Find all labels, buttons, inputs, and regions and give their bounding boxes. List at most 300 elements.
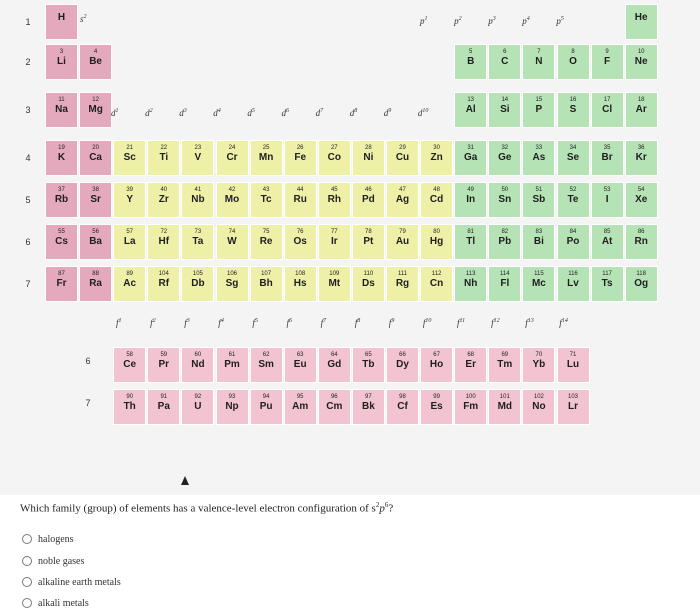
sublevel-label: $f^4$ bbox=[218, 318, 224, 328]
element-symbol: Fe bbox=[294, 152, 307, 163]
atomic-number: 97 bbox=[365, 394, 372, 400]
element-symbol: Ti bbox=[159, 152, 169, 163]
element-ti bbox=[147, 140, 180, 176]
atomic-number: 6 bbox=[503, 49, 507, 55]
element-symbol: Pd bbox=[362, 194, 375, 205]
element-symbol: Br bbox=[601, 152, 613, 163]
atomic-number: 49 bbox=[467, 187, 475, 193]
atomic-number: 82 bbox=[501, 229, 509, 235]
option-alkaline-earth-metals[interactable] bbox=[22, 575, 121, 589]
element-symbol: Ra bbox=[89, 278, 102, 289]
sublevel-label: $d^2$ bbox=[145, 108, 153, 118]
atomic-number: 30 bbox=[433, 145, 440, 151]
atomic-number: 68 bbox=[467, 352, 475, 358]
atomic-number: 66 bbox=[399, 352, 406, 358]
option-label: noble gases bbox=[38, 555, 85, 567]
element-symbol: H bbox=[57, 12, 66, 23]
atomic-number: 87 bbox=[58, 271, 65, 277]
element-rh bbox=[318, 182, 351, 218]
element-symbol: Mo bbox=[224, 194, 240, 205]
element-pr bbox=[147, 347, 180, 383]
element-symbol: Rn bbox=[634, 236, 648, 247]
element-ac bbox=[113, 266, 146, 302]
option-alkali-metals[interactable] bbox=[22, 596, 89, 610]
atomic-number: 65 bbox=[365, 352, 372, 358]
element-ag bbox=[386, 182, 419, 218]
element-ba bbox=[79, 224, 112, 260]
element-symbol: Tm bbox=[497, 359, 513, 370]
sublevel-label: $d^5$ bbox=[247, 108, 255, 118]
element-ir bbox=[318, 224, 351, 260]
atomic-number: 53 bbox=[603, 187, 611, 193]
element-symbol: Gd bbox=[327, 359, 342, 370]
element-hs bbox=[284, 266, 317, 302]
sublevel-label: $f^{11}$ bbox=[457, 318, 466, 328]
element-symbol: Te bbox=[567, 194, 579, 205]
sublevel-label: $f^1$ bbox=[116, 318, 122, 328]
element-symbol: Sn bbox=[498, 194, 512, 205]
element-symbol: Al bbox=[465, 104, 476, 115]
element-mn bbox=[250, 140, 283, 176]
sublevel-label: $s^2$ bbox=[80, 14, 87, 24]
element-rb bbox=[45, 182, 78, 218]
element-h bbox=[45, 4, 78, 40]
element-symbol: Db bbox=[191, 278, 205, 289]
element-symbol: Ho bbox=[429, 359, 444, 370]
atomic-number: 104 bbox=[158, 271, 169, 277]
atomic-number: 46 bbox=[365, 187, 372, 193]
element-si bbox=[488, 92, 521, 128]
sublevel-label: $d^3$ bbox=[179, 108, 187, 118]
atomic-number: 34 bbox=[569, 145, 577, 151]
atomic-number: 93 bbox=[228, 394, 236, 400]
atomic-number: 28 bbox=[365, 145, 372, 151]
element-symbol: Re bbox=[259, 236, 273, 247]
element-at bbox=[591, 224, 624, 260]
element-symbol: Ar bbox=[635, 104, 647, 115]
atomic-number: 62 bbox=[262, 352, 270, 358]
element-symbol: Co bbox=[327, 152, 341, 163]
element-symbol: No bbox=[532, 401, 546, 412]
element-cd bbox=[420, 182, 453, 218]
sublevel-label: $p^3$ bbox=[488, 16, 496, 26]
element-symbol: Fm bbox=[463, 401, 479, 412]
element-symbol: Es bbox=[430, 401, 443, 412]
element-symbol: La bbox=[123, 236, 136, 247]
atomic-number: 27 bbox=[330, 145, 338, 151]
element-symbol: Mc bbox=[531, 278, 546, 289]
element-nb bbox=[181, 182, 214, 218]
element-symbol: Zn bbox=[430, 152, 443, 163]
element-pu bbox=[250, 389, 283, 425]
sublevel-label: $f^6$ bbox=[286, 318, 293, 328]
atomic-number: 118 bbox=[636, 271, 646, 277]
element-p bbox=[522, 92, 555, 128]
atomic-number: 101 bbox=[499, 394, 510, 400]
atomic-number: 44 bbox=[296, 187, 304, 193]
element-lv bbox=[557, 266, 590, 302]
element-re bbox=[250, 224, 283, 260]
option-halogens[interactable] bbox=[22, 532, 74, 546]
element-symbol: Th bbox=[123, 401, 136, 412]
element-bk bbox=[352, 389, 385, 425]
atomic-number: 16 bbox=[569, 97, 577, 103]
element-symbol: Eu bbox=[293, 359, 307, 370]
element-symbol: Ts bbox=[601, 278, 613, 289]
element-cu bbox=[386, 140, 419, 176]
element-gd bbox=[318, 347, 351, 383]
element-ra bbox=[79, 266, 112, 302]
element-symbol: Fl bbox=[500, 278, 510, 289]
element-symbol: Pr bbox=[158, 359, 170, 370]
element-symbol: Sm bbox=[258, 359, 274, 370]
element-symbol: Tc bbox=[260, 194, 272, 205]
atomic-number: 55 bbox=[58, 229, 65, 235]
element-symbol: Ga bbox=[464, 152, 478, 163]
element-au bbox=[386, 224, 419, 260]
element-symbol: Dy bbox=[396, 359, 409, 370]
element-symbol: Lr bbox=[568, 401, 578, 412]
element-sm bbox=[250, 347, 283, 383]
element-hg bbox=[420, 224, 453, 260]
sublevel-label: $f^{14}$ bbox=[559, 318, 568, 328]
element-symbol: Cu bbox=[395, 152, 410, 163]
element-symbol: Pa bbox=[157, 401, 170, 412]
element-po bbox=[557, 224, 590, 260]
element-li bbox=[45, 44, 78, 80]
sublevel-label: $f^7$ bbox=[320, 318, 327, 328]
element-symbol: Mt bbox=[328, 278, 341, 289]
sublevel-label: $d^7$ bbox=[315, 108, 324, 118]
element-symbol: Sg bbox=[225, 278, 239, 289]
element-symbol: P bbox=[535, 104, 543, 115]
atomic-number: 19 bbox=[58, 145, 65, 151]
element-er bbox=[454, 347, 487, 383]
radio-button[interactable] bbox=[22, 534, 32, 544]
option-label: halogens bbox=[38, 533, 74, 545]
element-symbol: Lv bbox=[567, 278, 579, 289]
element-symbol: Ds bbox=[361, 278, 375, 289]
atomic-number: 92 bbox=[194, 394, 202, 400]
option-noble-gases[interactable] bbox=[22, 554, 84, 568]
element-symbol: Hf bbox=[158, 236, 170, 247]
element-i bbox=[591, 182, 624, 218]
atomic-number: 61 bbox=[228, 352, 236, 358]
element-cf bbox=[386, 389, 419, 425]
element-symbol: Se bbox=[566, 152, 580, 163]
element-symbol: Yb bbox=[532, 359, 546, 370]
sublevel-label: $d^4$ bbox=[213, 108, 221, 118]
atomic-number: 64 bbox=[330, 352, 338, 358]
element-he bbox=[625, 4, 658, 40]
element-symbol: V bbox=[194, 152, 202, 163]
atomic-number: 73 bbox=[194, 229, 202, 235]
atomic-number: 20 bbox=[92, 145, 99, 151]
atomic-number: 116 bbox=[568, 271, 578, 277]
element-n bbox=[522, 44, 555, 80]
atomic-number: 43 bbox=[262, 187, 270, 193]
element-symbol: Xe bbox=[635, 194, 648, 205]
atomic-number: 88 bbox=[92, 271, 99, 277]
atomic-number: 72 bbox=[160, 229, 168, 235]
atomic-number: 109 bbox=[329, 271, 340, 277]
element-c bbox=[488, 44, 521, 80]
element-yb bbox=[522, 347, 555, 383]
element-symbol: Ca bbox=[89, 152, 102, 163]
atomic-number: 36 bbox=[637, 145, 645, 151]
element-symbol: Mn bbox=[258, 152, 274, 163]
element-y bbox=[113, 182, 146, 218]
atomic-number: 47 bbox=[399, 187, 406, 193]
element-pt bbox=[352, 224, 385, 260]
atomic-number: 38 bbox=[92, 187, 99, 193]
element-symbol: Rf bbox=[158, 278, 170, 289]
atomic-number: 106 bbox=[226, 271, 237, 277]
element-ru bbox=[284, 182, 317, 218]
atomic-number: 17 bbox=[603, 97, 611, 103]
element-symbol: Po bbox=[566, 236, 580, 247]
atomic-number: 39 bbox=[126, 187, 134, 193]
element-ar bbox=[625, 92, 658, 128]
atomic-number: 113 bbox=[465, 271, 476, 277]
element-ts bbox=[591, 266, 624, 302]
element-na bbox=[45, 92, 78, 128]
question-p-letter: p bbox=[379, 502, 385, 515]
atomic-number: 18 bbox=[637, 97, 645, 103]
option-label: alkaline earth metals bbox=[38, 576, 121, 588]
element-nh bbox=[454, 266, 487, 302]
radio-button[interactable] bbox=[22, 577, 32, 587]
atomic-number: 13 bbox=[467, 97, 475, 103]
question-text bbox=[20, 501, 393, 515]
question-superscript-p: 6 bbox=[384, 501, 389, 509]
element-symbol: Nb bbox=[191, 194, 205, 205]
atomic-number: 115 bbox=[534, 271, 544, 277]
atomic-number: 40 bbox=[160, 187, 168, 193]
atomic-number: 50 bbox=[501, 187, 509, 193]
element-br bbox=[591, 140, 624, 176]
element-sc bbox=[113, 140, 146, 176]
atomic-number: 79 bbox=[399, 229, 406, 235]
element-ni bbox=[352, 140, 385, 176]
period-label: 4 bbox=[25, 153, 31, 163]
element-symbol: F bbox=[604, 56, 611, 67]
atomic-number: 108 bbox=[295, 271, 306, 277]
element-es bbox=[420, 389, 453, 425]
element-f bbox=[591, 44, 624, 80]
element-sg bbox=[216, 266, 249, 302]
atomic-number: 107 bbox=[261, 271, 272, 277]
element-symbol: Rg bbox=[395, 278, 410, 289]
element-b bbox=[454, 44, 487, 80]
atomic-number: 5 bbox=[469, 49, 473, 55]
element-symbol: Cl bbox=[602, 104, 613, 115]
atomic-number: 14 bbox=[501, 97, 509, 103]
atomic-number: 33 bbox=[535, 145, 543, 151]
atomic-number: 76 bbox=[296, 229, 304, 235]
atomic-number: 54 bbox=[637, 187, 645, 193]
atomic-number: 22 bbox=[160, 145, 168, 151]
element-cs bbox=[45, 224, 78, 260]
sublevel-label: $p^2$ bbox=[454, 16, 462, 26]
atomic-number: 84 bbox=[569, 229, 577, 235]
element-symbol: Ni bbox=[363, 152, 374, 163]
atomic-number: 83 bbox=[535, 229, 543, 235]
atomic-number: 7 bbox=[537, 49, 541, 55]
element-symbol: In bbox=[466, 194, 476, 205]
element-symbol: Pm bbox=[224, 359, 240, 370]
atomic-number: 24 bbox=[228, 145, 236, 151]
element-symbol: Er bbox=[465, 359, 476, 370]
period-label: 1 bbox=[25, 17, 31, 27]
period-label: 6 bbox=[25, 237, 31, 247]
atomic-number: 80 bbox=[433, 229, 440, 235]
element-v bbox=[181, 140, 214, 176]
atomic-number: 60 bbox=[194, 352, 202, 358]
element-ce bbox=[113, 347, 146, 383]
element-as bbox=[522, 140, 555, 176]
atomic-number: 8 bbox=[571, 49, 575, 55]
element-cn bbox=[420, 266, 453, 302]
element-w bbox=[216, 224, 249, 260]
element-symbol: Tl bbox=[466, 236, 476, 247]
element-am bbox=[284, 389, 317, 425]
element-symbol: Bk bbox=[361, 401, 375, 412]
element-symbol: Rb bbox=[54, 194, 69, 205]
element-os bbox=[284, 224, 317, 260]
element-symbol: Rh bbox=[327, 194, 341, 205]
element-no bbox=[522, 389, 555, 425]
element-symbol: U bbox=[194, 401, 202, 412]
element-symbol: Li bbox=[57, 56, 66, 67]
element-lu bbox=[557, 347, 590, 383]
element-sn bbox=[488, 182, 521, 218]
atomic-number: 96 bbox=[330, 394, 338, 400]
period-label: 2 bbox=[25, 57, 31, 67]
atomic-number: 52 bbox=[569, 187, 577, 193]
atomic-number: 63 bbox=[296, 352, 304, 358]
element-mo bbox=[216, 182, 249, 218]
element-ge bbox=[488, 140, 521, 176]
element-ca bbox=[79, 140, 112, 176]
atomic-number: 103 bbox=[567, 394, 578, 400]
atomic-number: 12 bbox=[92, 97, 99, 103]
period-label: 7 bbox=[25, 279, 31, 289]
element-symbol: Kr bbox=[635, 152, 647, 163]
element-symbol: Y bbox=[126, 194, 134, 205]
atomic-number: 78 bbox=[365, 229, 372, 235]
element-symbol: Ba bbox=[89, 236, 102, 247]
question-text-main: Which family (group) of elements has a valence-level electron configuration of s bbox=[20, 502, 376, 515]
element-symbol: He bbox=[634, 12, 648, 23]
sublevel-label: $p^4$ bbox=[522, 16, 530, 26]
element-cr bbox=[216, 140, 249, 176]
element-fl bbox=[488, 266, 521, 302]
atomic-number: 75 bbox=[262, 229, 270, 235]
element-k bbox=[45, 140, 78, 176]
atomic-number: 58 bbox=[126, 352, 134, 358]
element-symbol: B bbox=[467, 56, 475, 67]
atomic-number: 86 bbox=[637, 229, 645, 235]
element-symbol: Os bbox=[293, 236, 307, 247]
element-symbol: Fr bbox=[56, 278, 67, 289]
element-symbol: Hs bbox=[293, 278, 307, 289]
element-symbol: Nh bbox=[464, 278, 478, 289]
radio-button[interactable] bbox=[22, 556, 32, 566]
atomic-number: 70 bbox=[535, 352, 543, 358]
atomic-number: 114 bbox=[500, 271, 510, 277]
atomic-number: 48 bbox=[433, 187, 440, 193]
element-symbol: Au bbox=[395, 236, 410, 247]
element-rg bbox=[386, 266, 419, 302]
element-sr bbox=[79, 182, 112, 218]
element-og bbox=[625, 266, 658, 302]
atomic-number: 35 bbox=[603, 145, 611, 151]
element-pa bbox=[147, 389, 180, 425]
element-rn bbox=[625, 224, 658, 260]
element-cl bbox=[591, 92, 624, 128]
atomic-number: 45 bbox=[330, 187, 338, 193]
element-symbol: N bbox=[535, 56, 543, 67]
element-hf bbox=[147, 224, 180, 260]
sublevel-label: $f^{10}$ bbox=[422, 318, 432, 328]
element-nd bbox=[181, 347, 214, 383]
element-symbol: Lu bbox=[566, 359, 580, 370]
sublevel-label: $f^{12}$ bbox=[491, 318, 500, 328]
element-symbol: Sr bbox=[90, 194, 101, 205]
element-s bbox=[557, 92, 590, 128]
element-symbol: Sc bbox=[123, 152, 136, 163]
element-symbol: Si bbox=[500, 104, 510, 115]
element-o bbox=[557, 44, 590, 80]
element-symbol: Tb bbox=[362, 359, 375, 370]
atomic-number: 3 bbox=[59, 49, 64, 55]
element-symbol: Md bbox=[497, 401, 513, 412]
sublevel-label: $d^8$ bbox=[349, 108, 358, 118]
atomic-number: 74 bbox=[228, 229, 236, 235]
sublevel-label: $d^9$ bbox=[383, 108, 392, 118]
sublevel-label: $d^6$ bbox=[281, 108, 289, 118]
element-symbol: Ir bbox=[330, 236, 338, 247]
element-symbol: Zr bbox=[158, 194, 169, 205]
element-symbol: Am bbox=[292, 401, 309, 412]
atomic-number: 81 bbox=[467, 229, 475, 235]
element-symbol: S bbox=[569, 104, 577, 115]
sublevel-label: $f^{13}$ bbox=[525, 318, 534, 328]
element-symbol: C bbox=[501, 56, 509, 67]
element-symbol: Ag bbox=[395, 194, 410, 205]
atomic-number: 91 bbox=[160, 394, 168, 400]
radio-button[interactable] bbox=[22, 598, 32, 608]
atomic-number: 69 bbox=[501, 352, 509, 358]
question-superscript-s: 2 bbox=[375, 501, 380, 509]
atomic-number: 77 bbox=[330, 229, 338, 235]
element-symbol: Ta bbox=[192, 236, 204, 247]
element-pd bbox=[352, 182, 385, 218]
period-label: 3 bbox=[25, 105, 31, 115]
element-eu bbox=[284, 347, 317, 383]
element-be bbox=[79, 44, 112, 80]
sublevel-label: $f^9$ bbox=[388, 318, 395, 328]
element-fe bbox=[284, 140, 317, 176]
element-dy bbox=[386, 347, 419, 383]
atomic-number: 26 bbox=[296, 145, 304, 151]
element-symbol: Hg bbox=[429, 236, 444, 247]
element-co bbox=[318, 140, 351, 176]
element-ne bbox=[625, 44, 658, 80]
atomic-number: 110 bbox=[363, 271, 374, 277]
element-symbol: Ge bbox=[498, 152, 512, 163]
